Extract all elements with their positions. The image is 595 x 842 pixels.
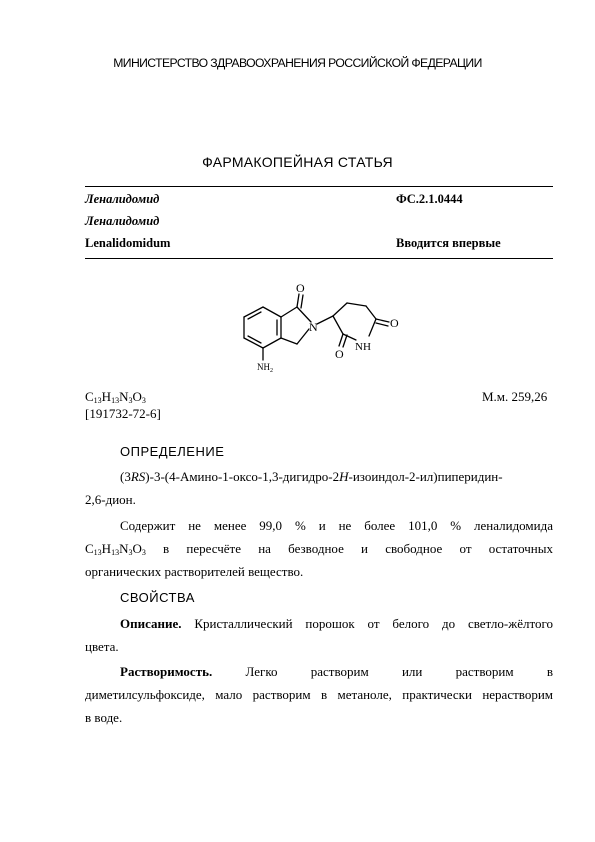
ministry-header: МИНИСТЕРСТВО ЗДРАВООХРАНЕНИЯ РОССИЙСКОЙ ФЕДЕРАЦИИ [113,56,482,70]
atom-o-3: O [335,347,344,361]
atom-nh: NH [355,341,371,353]
molecular-formula: $C_{13}H_{13}N_3O_3$ [85,389,146,405]
atom-nh2: $NH_2$ [257,362,273,374]
article-code: ФС.2.1.0444 [396,192,463,206]
properties-heading: СВОЙСТВА [120,590,195,605]
article-status: Вводится впервые [396,236,501,250]
molar-mass: М.м. 259,26 [482,389,548,404]
description-paragraph: Описание. Кристаллический порошок от белого до светло-жёлтого цвета. [85,616,553,654]
atom-o-1: O [296,281,305,295]
formula-inline: $C_{13}H_{13}N_3O_3$ [85,541,146,557]
article-name-ru: Леналидомид [85,192,160,206]
article-name-ru-2: Леналидомид [85,214,160,228]
cas-number: [191732-72-6] [85,406,161,421]
solubility-paragraph: Растворимость. Легко растворим или растворим в диметилсульфоксиде, мало растворим в метаноле, практически нерастворим в воде. [85,664,553,725]
definition-chemical-name: (3RS)-3-(4-Амино-1-оксо-1,3-дигидро-2H-изоиндол-2-ил)пиперидин- 2,6-дион. [85,469,503,507]
article-name-latin: Lenalidomidum [85,236,171,250]
document-title: ФАРМАКОПЕЙНАЯ СТАТЬЯ [202,154,393,170]
structural-formula [230,274,420,384]
header-rule-bottom [85,258,553,259]
definition-content: Содержит не менее 99,0 % и не более 101,0 % леналидомида $C_{13}H_{13}N_3O_3$ в пересчёте на безводное и свободное от остаточных органических растворителей вещество. [85,518,553,579]
atom-o-2: O [390,316,399,330]
atom-n: N [309,320,318,334]
definition-heading: ОПРЕДЕЛЕНИЕ [120,444,225,459]
header-rule-top [85,186,553,187]
